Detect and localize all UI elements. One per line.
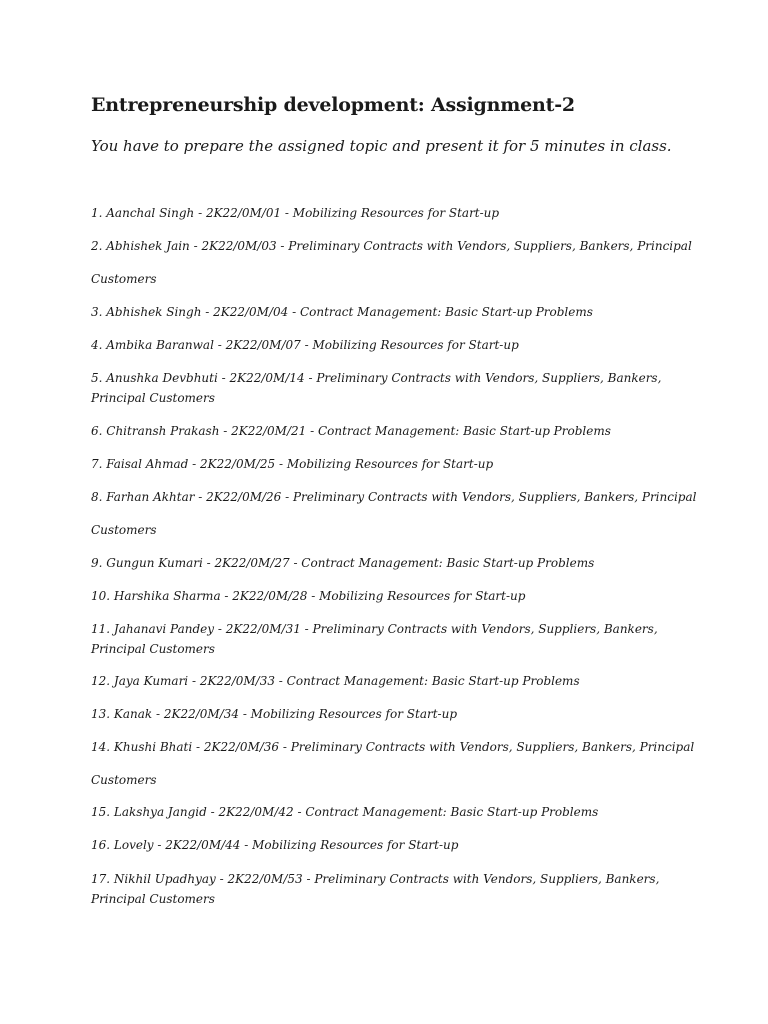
list-item-text: 15. Lakshya Jangid - 2K22/0M/42 - Contract Management: Basic Start-up Problems: [91, 805, 599, 819]
list-item: [91, 455, 691, 475]
list-item-text: Customers: [91, 773, 157, 787]
list-item: [91, 803, 691, 823]
list-item: [91, 336, 691, 356]
list-item-text: Customers: [91, 523, 157, 537]
list-item-text: 12. Jaya Kumari - 2K22/0M/33 - Contract Management: Basic Start-up Problems: [91, 674, 580, 688]
list-item: [91, 870, 691, 909]
list-item-text: 10. Harshika Sharma - 2K22/0M/28 - Mobilizing Resources for Start-up: [91, 589, 526, 603]
list-item: [91, 369, 691, 408]
list-item-text: Customers: [91, 272, 157, 286]
list-item: [91, 620, 691, 659]
list-item-text: 17. Nikhil Upadhyay - 2K22/0M/53 - Preliminary Contracts with Vendors, Suppliers, Bankers,: [91, 872, 660, 886]
list-item-text: 13. Kanak - 2K22/0M/34 - Mobilizing Resources for Start-up: [91, 707, 457, 721]
list-item: [91, 738, 695, 758]
list-item-text: 2. Abhishek Jain - 2K22/0M/03 - Preliminary Contracts with Vendors, Suppliers, Bankers, Principal: [91, 239, 692, 253]
list-item: [91, 672, 691, 692]
list-item-text: 5. Anushka Devbhuti - 2K22/0M/14 - Preliminary Contracts with Vendors, Suppliers, Bankers,: [91, 371, 662, 385]
list-item: [91, 488, 697, 508]
list-item: [91, 836, 691, 856]
list-item-continuation: Principal Customers: [91, 891, 215, 906]
document-instructions: You have to prepare the assigned topic and present it for 5 minutes in class.: [91, 137, 672, 155]
list-item-continuation: Principal Customers: [91, 641, 215, 656]
list-item-text: 1. Aanchal Singh - 2K22/0M/01 - Mobilizing Resources for Start-up: [91, 206, 500, 220]
list-item-text: 9. Gungun Kumari - 2K22/0M/27 - Contract Management: Basic Start-up Problems: [91, 556, 595, 570]
list-item: [91, 521, 691, 541]
list-item-text: 14. Khushi Bhati - 2K22/0M/36 - Preliminary Contracts with Vendors, Suppliers, Bankers, Principal: [91, 740, 695, 754]
list-item: [91, 204, 691, 224]
list-item-text: 8. Farhan Akhtar - 2K22/0M/26 - Preliminary Contracts with Vendors, Suppliers, Bankers, Principal: [91, 490, 697, 504]
list-item-text: 7. Faisal Ahmad - 2K22/0M/25 - Mobilizing Resources for Start-up: [91, 457, 494, 471]
document-title: Entrepreneurship development: Assignment-2: [91, 94, 575, 116]
list-item: [91, 303, 691, 323]
list-item-text: 16. Lovely - 2K22/0M/44 - Mobilizing Resources for Start-up: [91, 838, 459, 852]
list-item: [91, 554, 691, 574]
list-item-text: 6. Chitransh Prakash - 2K22/0M/21 - Contract Management: Basic Start-up Problems: [91, 424, 611, 438]
list-item: [91, 587, 691, 607]
list-item: [91, 237, 691, 257]
list-item: [91, 422, 691, 442]
list-item-text: 11. Jahanavi Pandey - 2K22/0M/31 - Preliminary Contracts with Vendors, Suppliers, Bankers,: [91, 622, 658, 636]
list-item: [91, 705, 691, 725]
list-item: [91, 270, 691, 290]
list-item-text: 3. Abhishek Singh - 2K22/0M/04 - Contract Management: Basic Start-up Problems: [91, 305, 593, 319]
list-item-text: 4. Ambika Baranwal - 2K22/0M/07 - Mobilizing Resources for Start-up: [91, 338, 519, 352]
list-item: [91, 771, 691, 791]
list-item-continuation: Principal Customers: [91, 390, 215, 405]
